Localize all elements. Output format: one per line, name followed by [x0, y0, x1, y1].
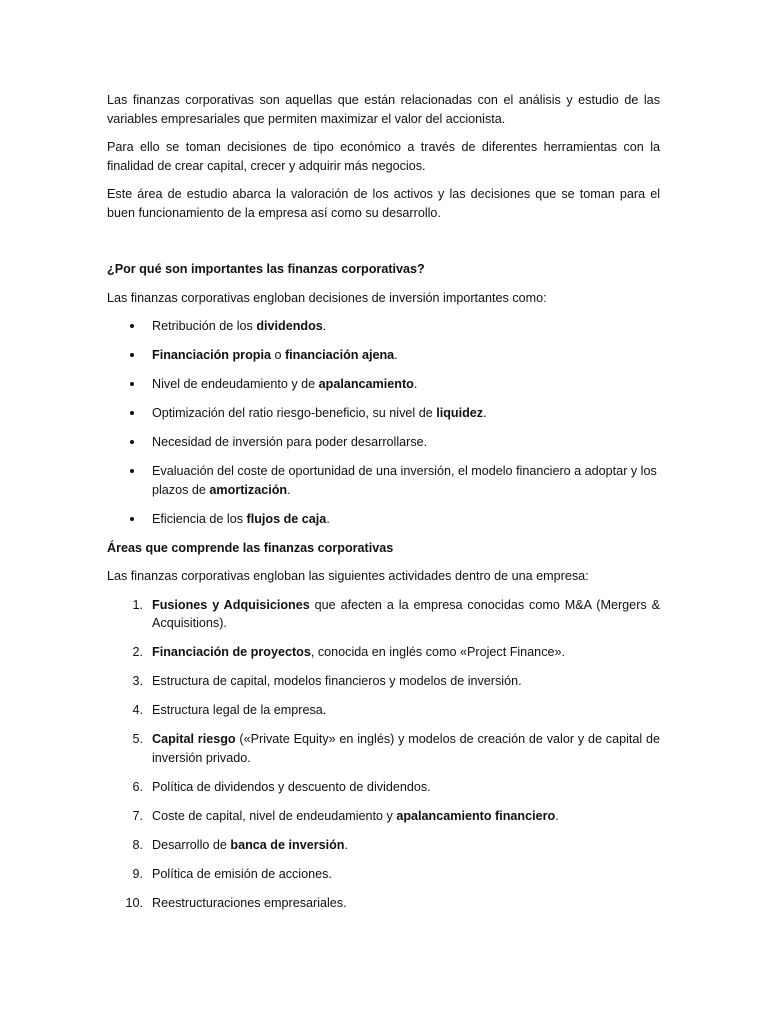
section-heading-areas: Áreas que comprende las finanzas corporativas	[107, 540, 394, 555]
intro-paragraph-1: Las finanzas corporativas son aquellas que están relacionadas con el análisis y estudio de las variables empresariales que permiten maximizar el valor del accionista.	[107, 93, 660, 126]
importance-bullet-list	[107, 317, 660, 528]
list-item: Eficiencia de los flujos de caja.	[107, 510, 660, 529]
list-item: 9. Política de emisión de acciones.	[132, 866, 332, 881]
document-page	[107, 91, 660, 923]
areas-numbered-list	[107, 596, 660, 913]
section-heading-importance: ¿Por qué son importantes las finanzas corporativas?	[107, 262, 425, 276]
list-item: 8. Desarrollo de banca de inversión.	[132, 837, 348, 852]
list-item: Financiación propia o financiación ajena.	[107, 346, 660, 365]
list-item: 10. Reestructuraciones empresariales.	[125, 895, 347, 910]
list-item: 3. Estructura de capital, modelos financieros y modelos de inversión.	[132, 674, 522, 688]
list-item: 4. Estructura legal de la empresa.	[132, 703, 327, 717]
list-item: 2. Financiación de proyectos, conocida en inglés como «Project Finance».	[132, 645, 565, 659]
intro-paragraph-3: Este área de estudio abarca la valoración de los activos y las decisiones que se toman para el buen funcionamiento de la empresa así como su desarrollo.	[107, 187, 660, 220]
list-item: 6. Política de dividendos y descuento de dividendos.	[132, 779, 431, 794]
list-item: 7. Coste de capital, nivel de endeudamiento y apalancamiento financiero.	[132, 808, 559, 823]
list-item: Nivel de endeudamiento y de apalancamiento.	[107, 375, 660, 394]
list-item: Retribución de los dividendos.	[107, 317, 660, 336]
list-item: Optimización del ratio riesgo-beneficio, su nivel de liquidez.	[107, 404, 660, 423]
list-item: 5. Capital riesgo («Private Equity» en inglés) y modelos de creación de valor y de capital de inversión privado.	[132, 732, 660, 765]
section-lead-areas: Las finanzas corporativas engloban las siguientes actividades dentro de una empresa:	[107, 569, 589, 583]
list-item: 1. Fusiones y Adquisiciones que afecten a la empresa conocidas como M&A (Mergers & Acquisitions).	[132, 597, 661, 630]
intro-paragraph-2: Para ello se toman decisiones de tipo económico a través de diferentes herramientas con la finalidad de crear capital, crecer y adquirir más negocios.	[107, 140, 660, 173]
list-item: Evaluación del coste de oportunidad de una inversión, el modelo financiero a adoptar y los plazos de amortización.	[107, 462, 660, 499]
section-lead-importance: Las finanzas corporativas engloban decisiones de inversión importantes como:	[107, 290, 547, 305]
list-item: Necesidad de inversión para poder desarrollarse.	[107, 433, 660, 452]
